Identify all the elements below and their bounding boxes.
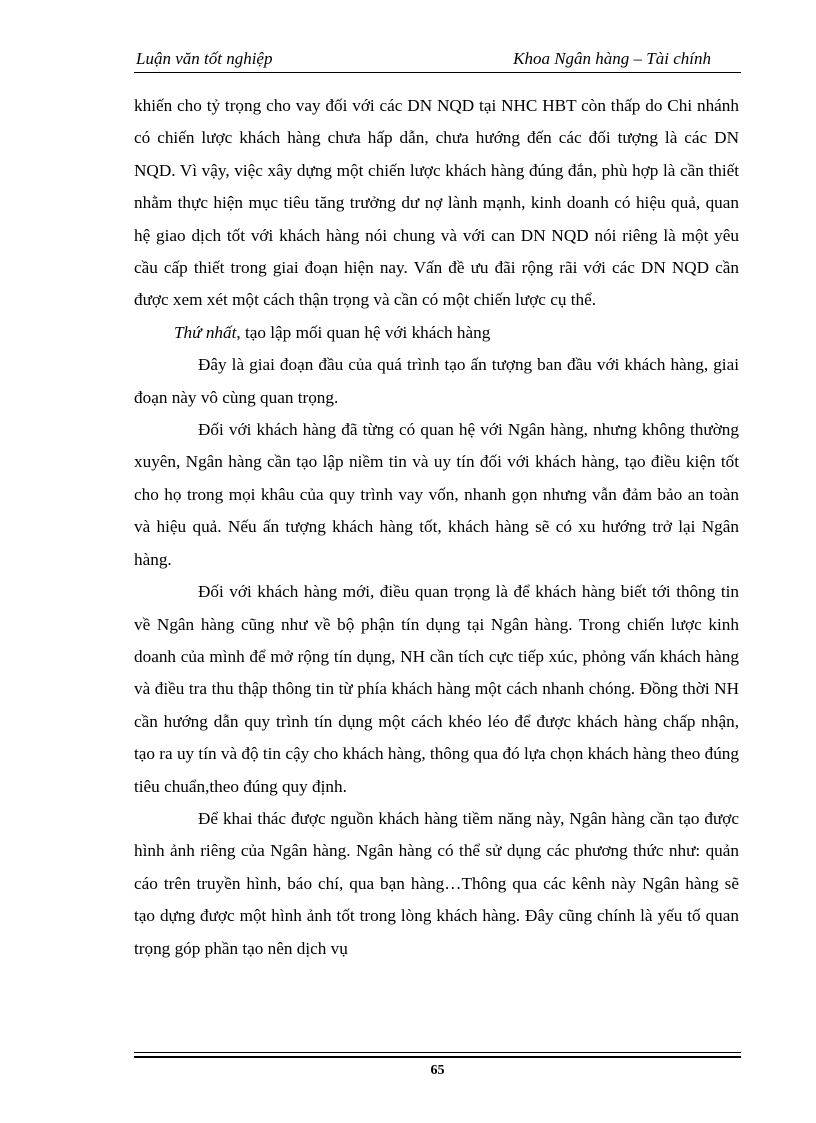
header-thesis-title: Luận văn tốt nghiệp (136, 49, 273, 68)
page-header (134, 47, 741, 73)
paragraph-2-rest: , tạo lập mối quan hệ với khách hàng (236, 322, 491, 342)
paragraph-6: Để khai thác được nguồn khách hàng tiềm năng này, Ngân hàng cần tạo được hình ảnh riêng của Ngân hàng. Ngân hàng có thể sử dụng các phương thức như: quản cáo trên truyền hình, báo chí, qua bạn hàng…Thông qua các kênh này Ngân hàng sẽ tạo dựng được một hình ảnh tốt trong lòng khách hàng. Đây cũng chính là yếu tố quan trọng góp phần tạo nên dịch vụ (134, 808, 739, 958)
footer-divider-thin (134, 1052, 741, 1053)
paragraph-2-italic-lead: Thứ nhất (174, 322, 237, 342)
footer-divider-thick (134, 1056, 741, 1058)
paragraph-1: khiến cho tỷ trọng cho vay đối với các DN NQD tại NHC HBT còn thấp do Chi nhánh có chiến lược khách hàng chưa hấp dẫn, chưa hướng đến các đối tượng là các DN NQD. Vì vậy, việc xây dựng một chiến lược khách hàng đúng đắn, phù hợp là cần thiết nhằm thực hiện mục tiêu tăng trưởng dư nợ lành mạnh, kinh doanh có hiệu quả, quan hệ giao dịch tốt với khách hàng nói chung và với can DN NQD nói riêng là một yêu cầu cấp thiết trong giai đoạn hiện nay. Vấn đề ưu đãi rộng rãi với các DN NQD cần được xem xét một cách thận trọng và cần có một chiến lược cụ thể. (134, 96, 739, 310)
paragraph-4: Đối với khách hàng đã từng có quan hệ với Ngân hàng, nhưng không thường xuyên, Ngân hàng cần tạo lập niềm tin và uy tín đối với khách hàng, tạo điều kiện tốt cho họ trong mọi khâu của quy trình vay vốn, nhanh gọn nhưng vẫn đảm bảo an toàn và hiệu quả. Nếu ấn tượng khách hàng tốt, khách hàng sẽ có xu hướng trở lại Ngân hàng. (134, 420, 739, 569)
paragraph-5: Đối với khách hàng mới, điều quan trọng là để khách hàng biết tới thông tin về Ngân hàng cũng như về bộ phận tín dụng tại Ngân hàng. Trong chiến lược kinh doanh của mình để mở rộng tín dụng, NH cần tích cực tiếp xúc, phỏng vấn khách hàng và điều tra thu thập thông tin từ phía khách hàng một cách nhanh chóng. Đồng thời NH cần hướng dẫn quy trình tín dụng một cách khéo léo để được khách hàng chấp nhận, tạo ra uy tín và độ tin cậy cho khách hàng, thông qua đó lựa chọn khách hàng theo đúng tiêu chuẩn,theo đúng quy định. (134, 582, 739, 796)
paragraph-2 (134, 317, 739, 349)
paragraph-3: Đây là giai đoạn đầu của quá trình tạo ấn tượng ban đầu với khách hàng, giai đoạn này vô cùng quan trọng. (134, 355, 739, 407)
header-divider (134, 72, 741, 73)
body-text (134, 90, 739, 965)
page-number: 65 (430, 1063, 445, 1078)
header-faculty-name: Khoa Ngân hàng – Tài chính (513, 49, 711, 68)
